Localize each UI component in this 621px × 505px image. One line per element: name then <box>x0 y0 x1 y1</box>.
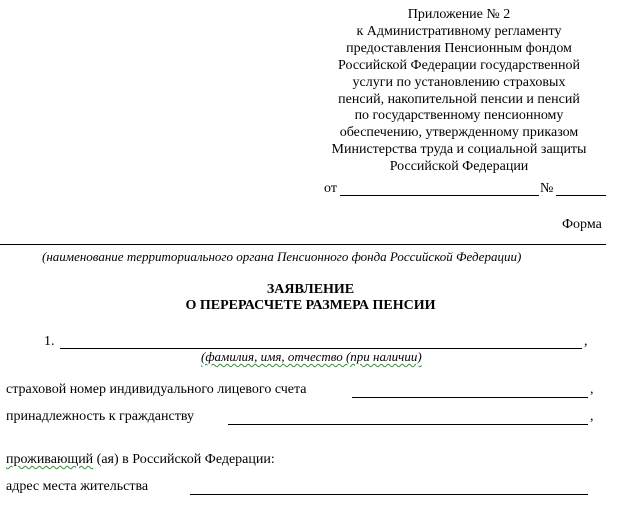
snils-label: страховой номер индивидуального лицевого счета <box>6 382 307 397</box>
citizenship-label: принадлежность к гражданству <box>6 409 194 424</box>
appendix-line: Российской Федерации <box>389 159 529 175</box>
appendix-line: Приложение № 2 <box>407 7 511 22</box>
appendix-header <box>300 7 618 176</box>
residing-label <box>6 452 275 468</box>
appendix-line: услуги по установлению страховых <box>352 74 566 90</box>
snils-field[interactable] <box>352 397 588 398</box>
residing-rest: (ая) в Российской Федерации: <box>93 452 275 467</box>
form-label: Форма <box>562 217 602 232</box>
full-name-comma: , <box>584 334 588 349</box>
item-number: 1. <box>44 334 55 349</box>
address-field[interactable] <box>190 494 588 495</box>
order-date-label: от <box>324 181 337 196</box>
appendix-line: по государственному пенсионному <box>354 108 564 124</box>
appendix-line: Российской Федерации государственной <box>338 57 580 73</box>
document-title: ЗАЯВЛЕНИЕ <box>266 282 355 297</box>
appendix-line: пенсий, накопительной пенсии и пенсий <box>338 91 580 107</box>
appendix-line: Министерства труда и социальной защиты <box>331 142 587 158</box>
citizenship-field[interactable] <box>228 424 588 425</box>
appendix-line: предоставления Пенсионным фондом <box>346 40 572 56</box>
full-name-caption: (фамилия, имя, отчество (при наличии) <box>201 349 422 364</box>
organ-name-field[interactable] <box>0 244 606 245</box>
citizenship-comma: , <box>590 409 594 424</box>
residing-word: проживающий <box>6 452 94 467</box>
document-subtitle: О ПЕРЕРАСЧЕТЕ РАЗМЕРА ПЕНСИИ <box>185 298 436 313</box>
snils-comma: , <box>590 382 594 397</box>
order-number-field[interactable] <box>556 195 606 196</box>
appendix-line: обеспечению, утвержденному приказом <box>339 125 579 141</box>
organ-caption: (наименование территориального органа Пенсионного фонда Российской Федерации) <box>42 249 522 264</box>
order-number-label: № <box>540 181 554 196</box>
appendix-line: к Административному регламенту <box>356 23 562 39</box>
address-label: адрес места жительства <box>6 479 149 494</box>
order-date-field[interactable] <box>340 195 539 196</box>
